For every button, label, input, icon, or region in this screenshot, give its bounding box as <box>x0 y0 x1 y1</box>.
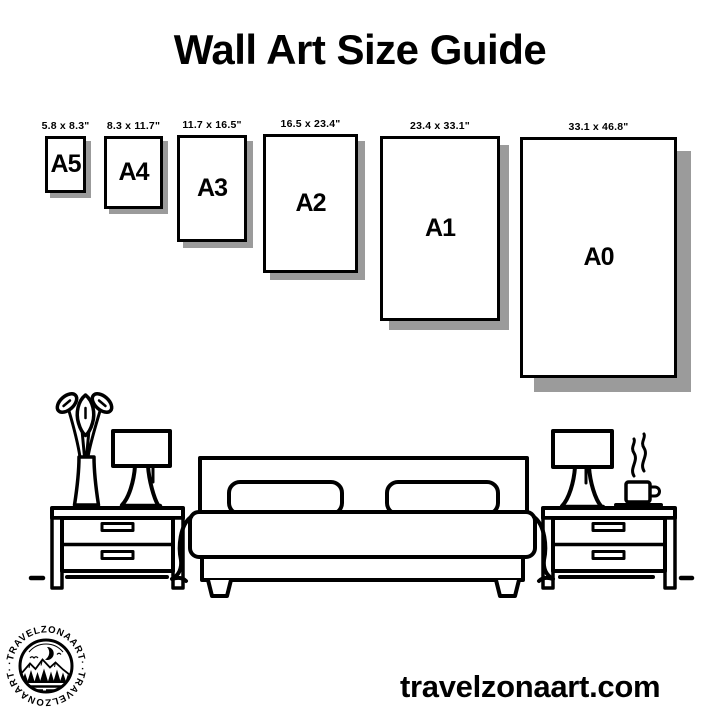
pillow-left <box>229 482 342 514</box>
bed-leg-right <box>496 580 519 596</box>
brand-logo-badge <box>2 622 90 710</box>
size-dimensions-label: 33.1 x 46.8" <box>568 121 629 133</box>
lamp-shade <box>553 431 612 467</box>
drawer-handle <box>102 552 133 559</box>
pillow-right <box>387 482 498 514</box>
nightstand-right <box>543 508 675 588</box>
logo-text-top: ·TRAVELZONAART· <box>4 624 88 666</box>
lamp-shade <box>113 431 170 466</box>
logo-text-bottom: ·TRAVELZONAART· <box>4 666 88 708</box>
size-dimensions-label: 8.3 x 11.7" <box>106 120 161 132</box>
mattress <box>190 512 535 557</box>
bed-base <box>202 557 523 580</box>
table-lamp-right-icon <box>553 431 612 507</box>
size-name: A3 <box>197 174 227 202</box>
coffee-cup-icon <box>616 434 661 505</box>
cup-body <box>626 482 650 502</box>
size-dimensions-label: 23.4 x 33.1" <box>410 120 470 132</box>
moon-icon <box>45 647 54 660</box>
inner-arc <box>29 644 63 652</box>
drawer-handle <box>593 524 624 531</box>
bird-icon <box>30 653 61 658</box>
vase <box>75 457 99 505</box>
steam-icon <box>633 434 646 476</box>
table-lamp-left-icon <box>113 431 170 506</box>
size-dimensions-label: 11.7 x 16.5" <box>182 119 242 131</box>
size-dimensions-label: 16.5 x 23.4" <box>280 118 341 130</box>
bed-leg-left <box>208 580 231 596</box>
nightstand-left <box>52 508 183 588</box>
size-name: A4 <box>118 158 149 186</box>
size-name: A0 <box>583 243 614 271</box>
size-dimensions-label: 5.8 x 8.3" <box>41 120 90 132</box>
lamp-stand <box>562 467 601 506</box>
water-lines <box>20 687 72 691</box>
size-name: A1 <box>425 214 455 242</box>
size-name: A2 <box>295 189 326 217</box>
vase-with-flowers-icon <box>54 390 115 505</box>
drawer-handle <box>593 552 624 559</box>
website-url: travelzonaart.com <box>400 669 661 704</box>
drawer-handle <box>102 524 133 531</box>
page-title: Wall Art Size Guide <box>173 26 547 73</box>
size-name: A5 <box>50 150 81 178</box>
bed-icon <box>172 458 553 596</box>
